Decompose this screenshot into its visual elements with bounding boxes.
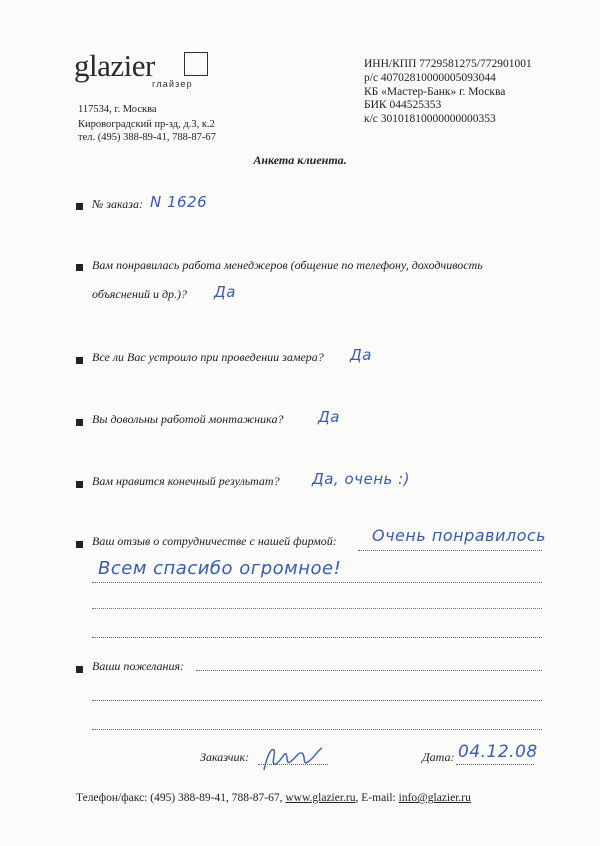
bullet-icon	[76, 419, 83, 426]
question-installer: Вы довольны работой монтажника?	[92, 412, 284, 426]
form-title: Анкета клиента.	[253, 153, 347, 167]
answer-order-number: N 1626	[150, 193, 208, 211]
logo-subtitle: глайзер	[152, 79, 193, 89]
signature-icon	[258, 740, 328, 776]
answer-installer: Да	[318, 408, 340, 426]
bullet-icon	[76, 481, 83, 488]
question-order-number: № заказа:	[92, 197, 143, 211]
dotted-line	[92, 582, 542, 583]
question-wishes: Ваши пожелания:	[92, 659, 185, 673]
customer-label: Заказчик:	[200, 750, 250, 764]
bullet-icon	[76, 666, 83, 673]
dotted-line	[92, 700, 542, 701]
date-value: 04.12.08	[458, 742, 538, 762]
date-label: Дата:	[422, 750, 455, 764]
question-feedback: Ваш отзыв о сотрудничестве с нашей фирмой:	[92, 534, 337, 548]
address-line-2: Кировоградский пр-зд, д.3, к.2	[78, 119, 215, 130]
bullet-icon	[76, 541, 83, 548]
footer-phone: Телефон/факс: (495) 388-89-41, 788-87-67,	[76, 792, 286, 804]
bank-line-5: к/с 30101810000000000353	[364, 113, 496, 125]
question-result: Вам нравится конечный результат?	[92, 474, 280, 488]
bullet-icon	[76, 264, 83, 271]
dotted-line	[456, 764, 534, 765]
answer-feedback-line-1: Очень понравилось	[372, 526, 547, 545]
logo-text: glazier	[74, 48, 155, 83]
bullet-icon	[76, 357, 83, 364]
dotted-line	[358, 550, 542, 551]
dotted-line	[196, 670, 542, 671]
question-managers-line-1: Вам понравилась работа менеджеров (общение по телефону, доходчивость	[92, 258, 483, 272]
bank-line-1: ИНН/КПП 7729581275/772901001	[364, 58, 532, 70]
bullet-icon	[76, 203, 83, 210]
question-managers-line-2: объяснений и др.)?	[92, 287, 188, 301]
answer-feedback-line-2: Всем спасибо огромное!	[98, 558, 342, 579]
footer-email-link[interactable]: info@glazier.ru	[398, 792, 471, 804]
address-line-1: 117534, г. Москва	[78, 104, 157, 115]
answer-managers: Да	[214, 283, 236, 301]
answer-result: Да, очень :)	[312, 470, 411, 488]
footer-email-label: , E-mail:	[355, 792, 399, 804]
address-line-3: тел. (495) 388-89-41, 788-87-67	[78, 132, 216, 143]
dotted-line	[92, 637, 542, 638]
bank-line-3: КБ «Мастер-Банк» г. Москва	[364, 86, 506, 98]
footer-site-link[interactable]: www.glazier.ru	[285, 792, 356, 804]
footer-contacts	[76, 792, 471, 804]
question-measurement: Все ли Вас устроило при проведении замера?	[92, 350, 324, 364]
dotted-line	[92, 729, 542, 730]
bank-line-4: БИК 044525353	[364, 99, 442, 111]
bank-line-2: р/с 40702810000005093044	[364, 72, 496, 84]
logo-square-icon	[184, 52, 208, 76]
dotted-line	[92, 608, 542, 609]
answer-measurement: Да	[350, 346, 372, 364]
